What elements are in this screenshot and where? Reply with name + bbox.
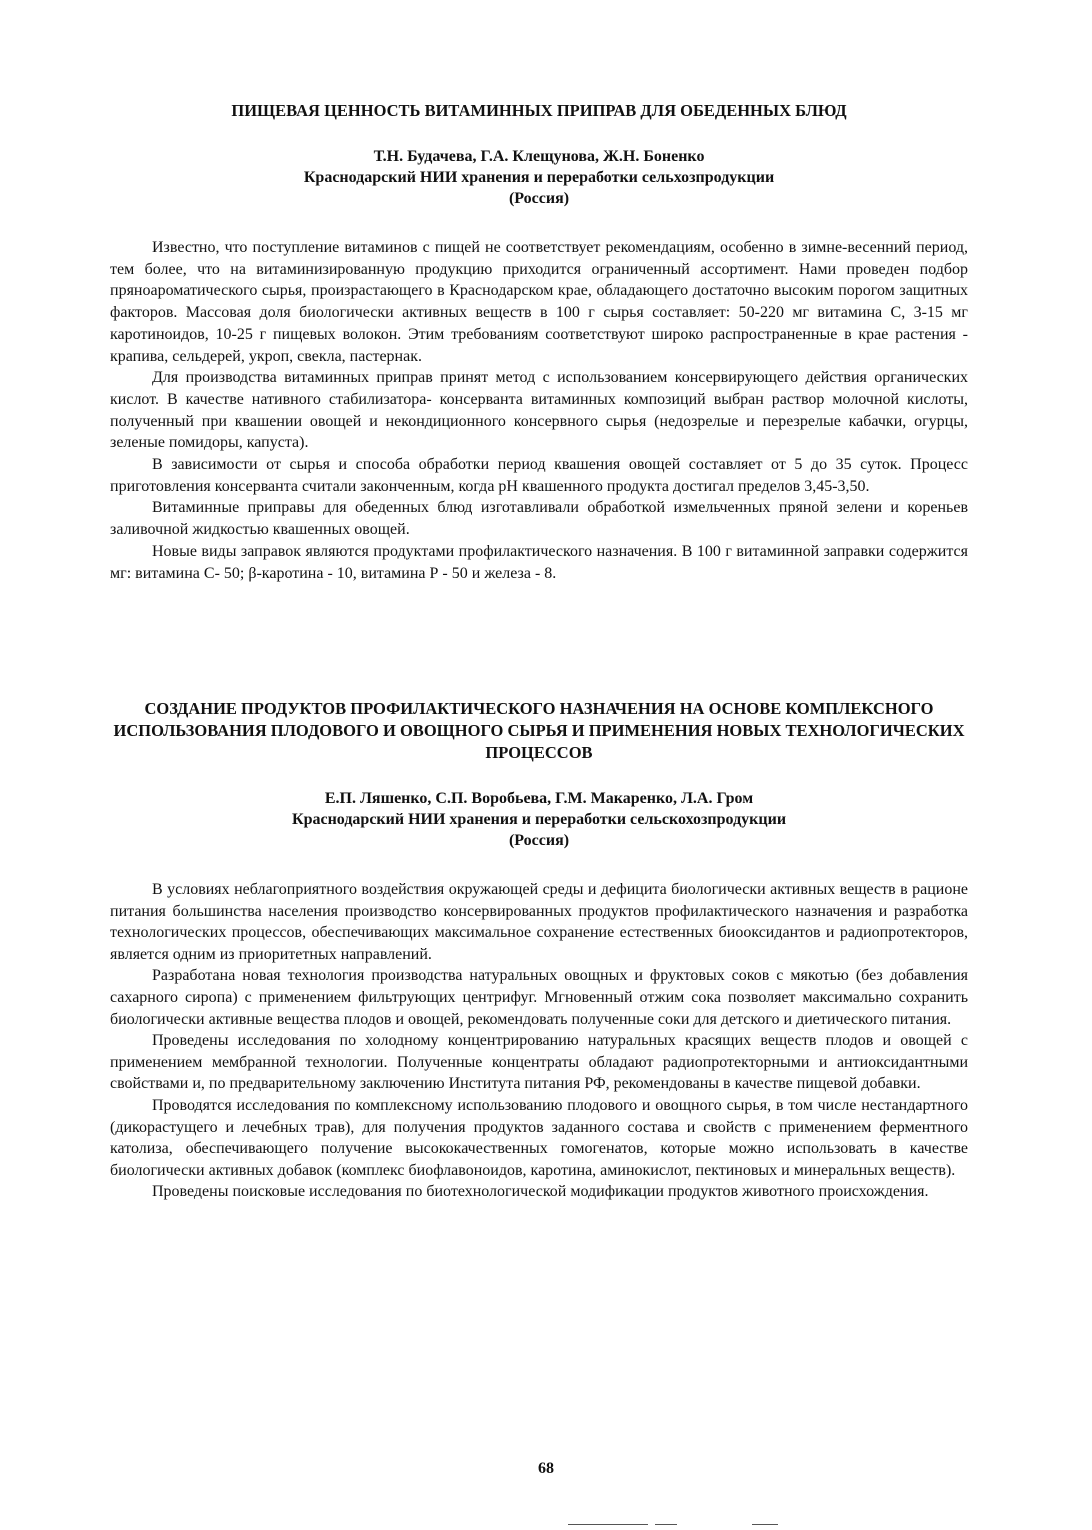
paragraph: Разработана новая технология производства натуральных овощных и фруктовых соков с мякотью (без добавления сахарного сиропа) с применением фильтрующих центрифуг. Мгновенный отжим сока позволяет максимально сохранить биологически активные вещества плодов и овощей, рекомендовать полученные соки для детского и диетического питания.: [110, 967, 968, 1028]
scan-artifact-line: [655, 1524, 677, 1525]
page-number: 68: [538, 1460, 554, 1477]
paragraph: В условиях неблагоприятного воздействия окружающей среды и дефицита биологически активных веществ в рационе питания большинства населения производство консервированных продуктов профилактического назначения и разработка технологических процессов, обеспечивающих максимальное сохранение естественных биооксидантов и радиопротекторов, является одним из приоритетных направлений.: [110, 881, 968, 963]
paragraph: Новые виды заправок являются продуктами профилактического назначения. В 100 г витаминной заправки содержится мг: витамина С- 50; β-каротина - 10, витамина Р - 50 и железа - 8.: [110, 542, 968, 582]
paragraph: Проведены исследования по холодному концентрированию натуральных красящих веществ плодов и овощей с применением мембранной технологии. Полученные концентраты обладают радиопротекторными и антиоксидантными свойствами и, по предварительному заключению Института питания РФ, рекомендованы в качестве пищевой добавки.: [110, 1032, 968, 1093]
scan-artifact-line: [752, 1524, 778, 1525]
article-authors: Т.Н. Будачева, Г.А. Клещунова, Ж.Н. Боненко: [373, 148, 705, 165]
article-affiliation: Краснодарский НИИ хранения и переработки сельскохозпродукции: [291, 811, 787, 828]
article-title: СОЗДАНИЕ ПРОДУКТОВ ПРОФИЛАКТИЧЕСКОГО НАЗНАЧЕНИЯ НА ОСНОВЕ КОМПЛЕКСНОГО ИСПОЛЬЗОВАНИЯ ПЛОДОВОГО И ОВОЩНОГО СЫРЬЯ И ПРИМЕНЕНИЯ НОВЫХ ТЕХНОЛОГИЧЕСКИХ ПРОЦЕССОВ: [113, 699, 965, 762]
article-affiliation: Краснодарский НИИ хранения и переработки сельхозпродукции: [303, 169, 775, 186]
paragraph: Проведены поисковые исследования по биотехнологической модификации продуктов животного происхождения.: [152, 1183, 929, 1201]
article-body: [110, 237, 968, 584]
paragraph: Известно, что поступление витаминов с пищей не соответствует рекомендациям, особенно в зимне-весенний период, тем более, что на витаминизированную продукцию приходится ограниченный ассортимент. Нами проведен подбор пряноароматического сырья, произрастающего в Краснодарском крае, обладающего достаточно высоким порогом защитных факторов. Массовая доля биологически активных веществ в 100 г сырья составляет: 50-220 мг витамина С, 3-15 мг каротиноидов, 10-25 г пищевых волокон. Этим требованиям соответствуют широко распространенные в крае растения - крапива, сельдерей, укроп, свекла, пастернак.: [110, 239, 968, 365]
article-prophylactic-products: [110, 698, 968, 1203]
article-title: ПИЩЕВАЯ ЦЕННОСТЬ ВИТАМИННЫХ ПРИПРАВ ДЛЯ ОБЕДЕННЫХ БЛЮД: [231, 101, 847, 120]
article-authors: Е.П. Ляшенко, С.П. Воробьева, Г.М. Макаренко, Л.А. Гром: [324, 790, 754, 807]
paragraph: Для производства витаминных приправ принят метод с использованием консервирующего действия органических кислот. В качестве нативного стабилизатора- консерванта витаминных композиций выбран раствор молочной кислоты, полученный при квашении овощей и некондиционного консервного сырья (недозрелые и перезрелые кабачки, огурцы, зеленые помидоры, капуста).: [110, 369, 968, 452]
article-body: [110, 879, 968, 1203]
scan-artifact-line: [568, 1524, 648, 1525]
article-meta: [110, 146, 968, 209]
paragraph: Проводятся исследования по комплексному использованию плодового и овощного сырья, в том числе нестандартного (дикорастущего и лечебных трав), для получения продуктов заданного состава и свойств с применением ферментного католиза, обеспечивающего получение высококачественных гомогенатов, которые можно использовать в качестве биологически активных добавок (комплекс биофлавоноидов, каротина, аминокислот, пектиновых и минеральных веществ).: [110, 1096, 968, 1179]
article-country: (Россия): [508, 190, 570, 207]
paragraph: Витаминные приправы для обеденных блюд изготавливали обработкой измельченных пряной зелени и кореньев заливочной жидкостью квашенных овощей.: [110, 499, 968, 539]
article-meta: [110, 788, 968, 851]
article-country: (Россия): [508, 832, 570, 849]
article-vitamin-seasonings: [110, 100, 968, 584]
paragraph: В зависимости от сырья и способа обработки период квашения овощей составляет от 5 до 35 суток. Процесс приготовления консерванта считали законченным, когда рН квашенного продукта достигал пределов 3,45-3,50.: [110, 456, 968, 495]
